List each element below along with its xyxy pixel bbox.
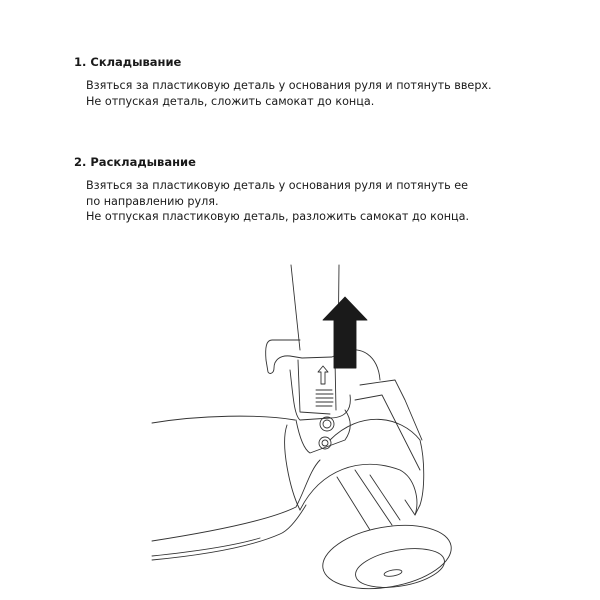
small-up-arrow-icon [318, 366, 328, 384]
unfolding-step-line: по направлению руля. [86, 194, 219, 208]
folding-step-line: Не отпуская деталь, сложить самокат до конца. [86, 94, 375, 108]
handlebar-pole [291, 265, 339, 355]
front-fork [337, 470, 400, 530]
front-wheel [318, 516, 456, 598]
front-housing [285, 350, 424, 515]
folding-step-line: Взяться за пластиковую деталь у основания руля и потянуть вверх. [86, 79, 492, 92]
folding-title: 1. Складывание [74, 55, 182, 69]
unfolding-step-line: Взяться за пластиковую деталь у основания руля и потянуть ее [86, 179, 469, 192]
scooter-deck [152, 416, 320, 560]
unfolding-title: 2. Раскладывание [74, 155, 196, 169]
unfolding-step-line: Не отпуская пластиковую деталь, разложить самокат до конца. [86, 210, 470, 223]
